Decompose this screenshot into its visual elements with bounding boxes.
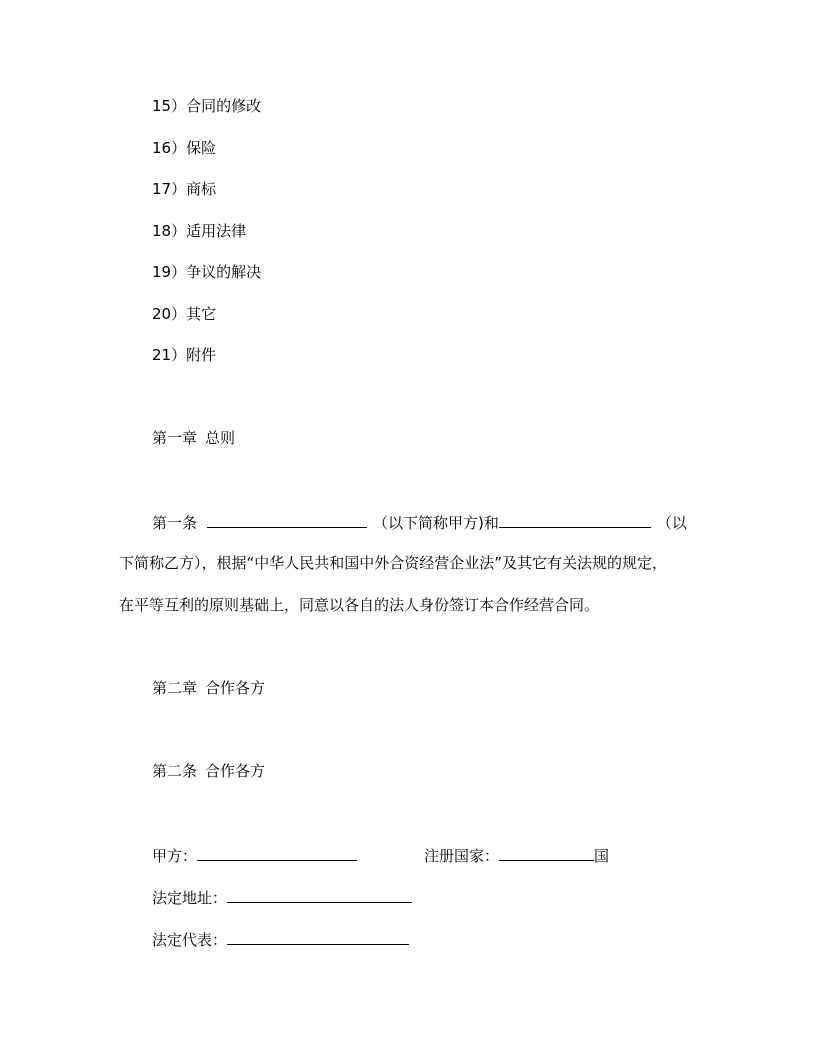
- article-text: 在平等互利的原则基础上，同意以各自的法人身份签订本合作经营合同。: [119, 596, 600, 614]
- party-b-name-blank[interactable]: [499, 511, 651, 528]
- article-line: [119, 553, 667, 573]
- article-text: （以: [656, 514, 687, 532]
- article-text: （以下简称甲方)和: [373, 514, 499, 532]
- toc-text: 适用法律: [186, 222, 247, 240]
- toc-number: 19）: [152, 263, 187, 281]
- article-title: 合作各方: [205, 762, 266, 780]
- country-row: [424, 844, 609, 866]
- toc-item: [152, 262, 261, 282]
- toc-number: 17）: [152, 180, 187, 198]
- article-label: 第二条: [152, 762, 198, 780]
- toc-number: 15）: [152, 97, 187, 115]
- toc-text: 争议的解决: [186, 263, 262, 281]
- chapter-heading: [152, 678, 265, 698]
- toc-number: 16）: [152, 139, 187, 157]
- article-line: [119, 595, 599, 615]
- toc-item: [152, 179, 216, 199]
- article-heading: [152, 761, 265, 781]
- chapter-title: 合作各方: [205, 679, 266, 697]
- toc-text: 附件: [186, 346, 217, 364]
- party-a-blank[interactable]: [197, 844, 357, 861]
- party-a-row: [152, 844, 357, 866]
- article-label: 第一条: [152, 514, 198, 532]
- address-blank[interactable]: [227, 886, 412, 903]
- toc-item: [152, 96, 261, 116]
- article-text: 下简称乙方），根据“中华人民共和国中外合资经营企业法”及其它有关法规的规定，: [119, 554, 668, 572]
- toc-item: [152, 221, 246, 241]
- representative-row: [152, 928, 409, 950]
- chapter-title: 总则: [205, 429, 236, 447]
- chapter-heading: [152, 428, 235, 448]
- representative-blank[interactable]: [227, 928, 409, 945]
- toc-item: [152, 345, 216, 365]
- toc-item: [152, 304, 216, 324]
- chapter-label: 第二章: [152, 679, 198, 697]
- toc-text: 保险: [186, 139, 217, 157]
- party-a-name-blank[interactable]: [207, 511, 367, 528]
- article-line: [152, 511, 687, 533]
- party-a-label: 甲方：: [152, 847, 198, 865]
- country-suffix: 国: [594, 847, 610, 865]
- toc-number: 21）: [152, 346, 187, 364]
- toc-text: 合同的修改: [186, 97, 262, 115]
- toc-text: 商标: [186, 180, 217, 198]
- chapter-label: 第一章: [152, 429, 198, 447]
- toc-number: 20）: [152, 305, 187, 323]
- address-label: 法定地址：: [152, 889, 228, 907]
- toc-text: 其它: [186, 305, 217, 323]
- toc-item: [152, 138, 216, 158]
- address-row: [152, 886, 412, 908]
- country-blank[interactable]: [499, 844, 594, 861]
- country-label: 注册国家：: [424, 847, 500, 865]
- representative-label: 法定代表：: [152, 931, 228, 949]
- toc-number: 18）: [152, 222, 187, 240]
